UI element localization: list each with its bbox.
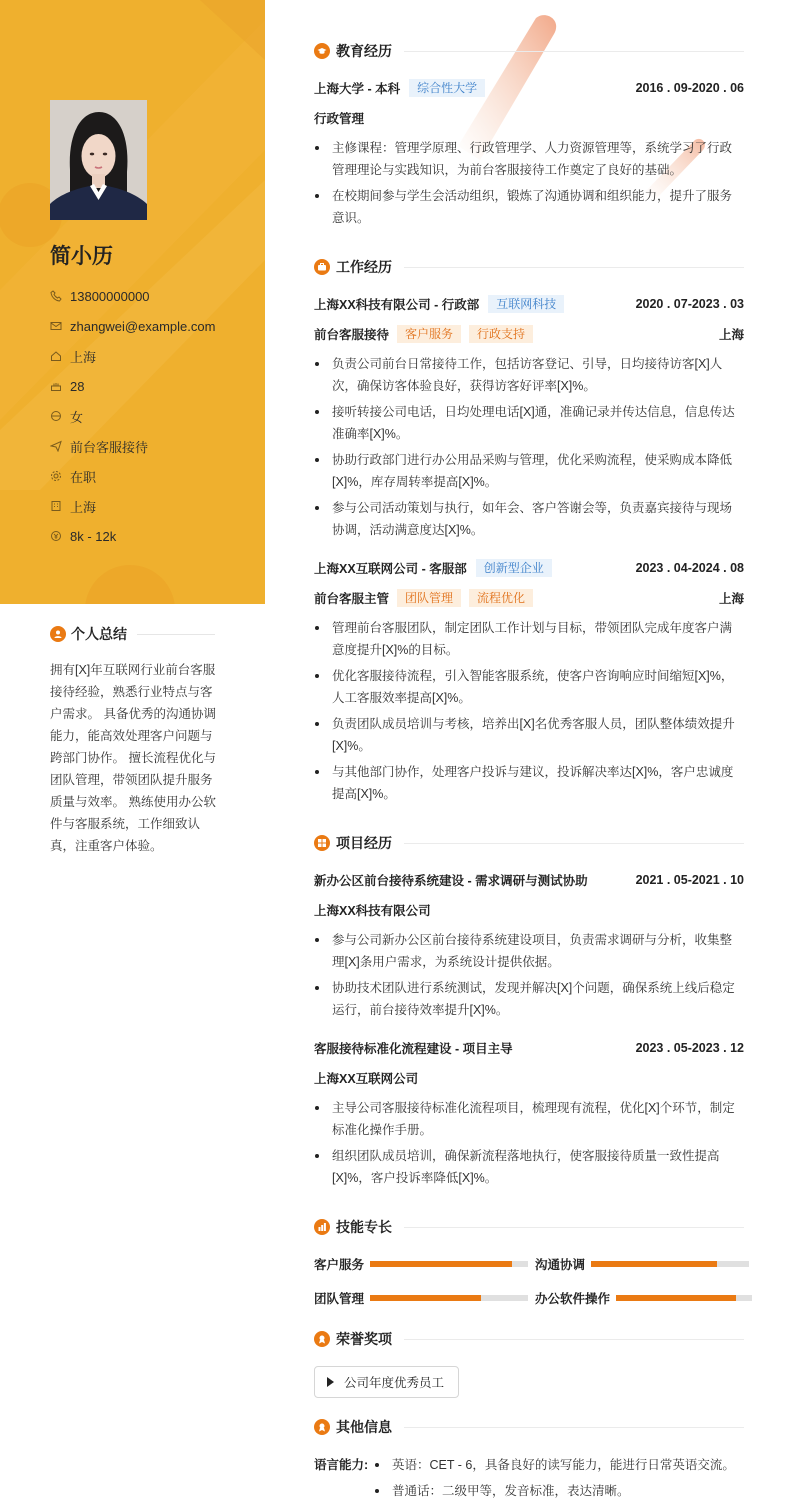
skill-item bbox=[314, 1288, 528, 1308]
divider bbox=[404, 1427, 744, 1428]
list-item: 参与公司新办公区前台接待系统建设项目，负责需求调研与分析，收集整理[X]条用户需求，为系统设计提供依据。 bbox=[314, 929, 744, 973]
skill-name: 沟通协调 bbox=[535, 1258, 586, 1272]
building-icon bbox=[50, 500, 62, 512]
info-city: 上海 bbox=[50, 491, 215, 521]
graduation-cap-icon bbox=[314, 43, 330, 59]
skill-item bbox=[314, 1254, 528, 1274]
skills-title: 技能专长 bbox=[336, 1219, 392, 1235]
project-1-header bbox=[314, 870, 744, 890]
job-1-position-row bbox=[314, 324, 744, 344]
briefcase-icon bbox=[314, 259, 330, 275]
education-bullets bbox=[314, 137, 744, 233]
skill-bar bbox=[591, 1261, 749, 1267]
job-1-header bbox=[314, 294, 744, 314]
list-item: 负责团队成员培训与考核，培养出[X]名优秀客服人员，团队整体绩效提升[X]%。 bbox=[314, 713, 744, 757]
award-icon bbox=[314, 1331, 330, 1347]
other-title: 其他信息 bbox=[336, 1419, 392, 1435]
skills-section-header bbox=[314, 1217, 744, 1237]
play-triangle-icon bbox=[327, 1377, 334, 1387]
skill-bar-fill bbox=[370, 1261, 512, 1267]
info-salary: 8k - 12k bbox=[50, 521, 215, 551]
send-icon bbox=[50, 440, 62, 452]
skill-bar bbox=[370, 1295, 528, 1301]
divider bbox=[404, 843, 744, 844]
project-2-header bbox=[314, 1038, 744, 1058]
project-date: 2023 . 05-2023 . 12 bbox=[635, 1041, 744, 1055]
list-item: 组织团队成员培训，确保新流程落地执行，使客服接待质量一致性提高[X]%，客户投诉率降低[X]%。 bbox=[314, 1145, 744, 1189]
info-age: 28 bbox=[50, 371, 215, 401]
phone-icon bbox=[50, 290, 62, 302]
award-name: 公司年度优秀员工 bbox=[344, 1376, 445, 1390]
age-icon bbox=[50, 380, 62, 392]
job-date: 2020 . 07-2023 . 03 bbox=[635, 297, 744, 311]
project-company: 上海XX互联网公司 bbox=[314, 1072, 419, 1086]
summary-title: 个人总结 bbox=[71, 626, 127, 642]
list-item: 接听转接公司电话，日均处理电话[X]通，准确记录并传达信息，信息传达准确率[X]%。 bbox=[314, 401, 744, 445]
summary-text: 拥有[X]年互联网行业前台客服接待经验，熟悉行业特点与客户需求。 具备优秀的沟通协调能力，能高效处理客户问题与跨部门协作。 擅长流程优化与团队管理，带领团队提升服务质量与效率。 熟练使用办公软件与客服系统，工作细致认真，注重客户体验。 bbox=[50, 663, 216, 853]
project-name: 新办公区前台接待系统建设 - 需求调研与测试协助 bbox=[314, 874, 588, 888]
list-item: 与其他部门协作，处理客户投诉与建议，投诉解决率达[X]%，客户忠诚度提高[X]%。 bbox=[314, 761, 744, 805]
candidate-name: 简小历 bbox=[50, 245, 113, 268]
divider bbox=[137, 634, 215, 635]
work-section-header bbox=[314, 257, 744, 277]
project-name: 客服接待标准化流程建设 - 项目主导 bbox=[314, 1042, 513, 1056]
grid-icon bbox=[314, 835, 330, 851]
projects-section-header bbox=[314, 833, 744, 853]
money-icon bbox=[50, 530, 62, 542]
job-date: 2023 . 04-2024 . 08 bbox=[635, 561, 744, 575]
info-email: zhangwei@example.com bbox=[50, 311, 215, 341]
school-name: 上海大学 - 本科 bbox=[314, 82, 401, 96]
sidebar-header bbox=[0, 0, 265, 604]
skill-tag: 团队管理 bbox=[397, 589, 461, 607]
company-name: 上海XX科技有限公司 - 行政部 bbox=[314, 298, 480, 312]
company-name: 上海XX互联网公司 - 客服部 bbox=[314, 562, 467, 576]
job-2-header bbox=[314, 558, 744, 578]
work-title: 工作经历 bbox=[336, 259, 392, 275]
project-1-bullets bbox=[314, 929, 744, 1025]
skill-name: 办公软件操作 bbox=[535, 1292, 611, 1306]
list-item: 主修课程：管理学原理、行政管理学、人力资源管理等，系统学习了行政管理理论与实践知识，为前台客服接待工作奠定了良好的基础。 bbox=[314, 137, 744, 181]
list-item: 在校期间参与学生会活动组织，锻炼了沟通协调和组织能力，提升了服务意识。 bbox=[314, 185, 744, 229]
job-2-position-row bbox=[314, 588, 744, 608]
divider bbox=[404, 1227, 744, 1228]
skill-name: 团队管理 bbox=[314, 1292, 365, 1306]
company-tag: 创新型企业 bbox=[476, 559, 552, 577]
project-2-bullets bbox=[314, 1097, 744, 1193]
bar-chart-icon bbox=[314, 1219, 330, 1235]
home-icon bbox=[50, 350, 62, 362]
skill-bar bbox=[616, 1295, 752, 1301]
language-label: 语言能力: bbox=[314, 1458, 369, 1472]
info-gender: 女 bbox=[50, 401, 215, 431]
skill-tag: 客户服务 bbox=[397, 325, 461, 343]
list-item: 普通话：二级甲等，发音标准，表达清晰。 bbox=[372, 1480, 752, 1502]
info-icon bbox=[314, 1419, 330, 1435]
company-tag: 互联网科技 bbox=[488, 295, 564, 313]
list-item: 协助行政部门进行办公用品采购与管理，优化采购流程，使采购成本降低[X]%，库存周转率提高[X]%。 bbox=[314, 449, 744, 493]
project-date: 2021 . 05-2021 . 10 bbox=[635, 873, 744, 887]
job-1-bullets bbox=[314, 353, 744, 545]
contact-info-list bbox=[50, 281, 215, 551]
info-position: 前台客服接待 bbox=[50, 431, 215, 461]
list-item: 优化客服接待流程，引入智能客服系统，使客户咨询响应时间缩短[X]%，人工客服效率提高[X]%。 bbox=[314, 665, 744, 709]
project-company: 上海XX科技有限公司 bbox=[314, 904, 431, 918]
education-section-header bbox=[314, 41, 744, 61]
summary-section-header bbox=[50, 624, 215, 644]
skill-tag: 行政支持 bbox=[469, 325, 533, 343]
user-icon bbox=[50, 626, 66, 642]
other-section-header bbox=[314, 1417, 744, 1437]
list-item: 主导公司客服接待标准化流程项目，梳理现有流程，优化[X]个环节，制定标准化操作手册。 bbox=[314, 1097, 744, 1141]
info-status: 在职 bbox=[50, 461, 215, 491]
education-title: 教育经历 bbox=[336, 43, 392, 59]
list-item: 英语：CET - 6，具备良好的读写能力，能进行日常英语交流。 bbox=[372, 1454, 752, 1476]
project-1-company-row bbox=[314, 900, 744, 920]
skill-item bbox=[535, 1288, 752, 1308]
list-item: 协助技术团队进行系统测试，发现并解决[X]个问题，确保系统上线后稳定运行，前台接待效率提升[X]%。 bbox=[314, 977, 744, 1021]
education-date: 2016 . 09-2020 . 06 bbox=[635, 81, 744, 95]
project-2-company-row bbox=[314, 1068, 744, 1088]
avatar bbox=[50, 100, 147, 220]
skill-name: 客户服务 bbox=[314, 1258, 365, 1272]
position-title: 前台客服主管 bbox=[314, 592, 390, 606]
gear-icon bbox=[50, 470, 62, 482]
skill-bar-fill bbox=[616, 1295, 736, 1301]
skill-bar-fill bbox=[370, 1295, 481, 1301]
skill-bar bbox=[370, 1261, 528, 1267]
major: 行政管理 bbox=[314, 112, 365, 126]
mail-icon bbox=[50, 320, 62, 332]
skill-tag: 流程优化 bbox=[469, 589, 533, 607]
info-location: 上海 bbox=[50, 341, 215, 371]
job-2-bullets bbox=[314, 617, 744, 809]
language-list bbox=[372, 1454, 752, 1506]
honors-section-header bbox=[314, 1329, 744, 1349]
award-item bbox=[314, 1366, 459, 1398]
school-tag: 综合性大学 bbox=[409, 79, 485, 97]
divider bbox=[404, 51, 744, 52]
list-item: 管理前台客服团队，制定团队工作计划与目标，带领团队完成年度客户满意度提升[X]%的目标。 bbox=[314, 617, 744, 661]
projects-title: 项目经历 bbox=[336, 835, 392, 851]
list-item: 参与公司活动策划与执行，如年会、客户答谢会等，负责嘉宾接待与现场协调，活动满意度达[X]%。 bbox=[314, 497, 744, 541]
position-title: 前台客服接待 bbox=[314, 328, 390, 342]
education-row bbox=[314, 78, 744, 98]
job-city: 上海 bbox=[718, 328, 744, 342]
divider bbox=[404, 1339, 744, 1340]
skill-bar-fill bbox=[591, 1261, 717, 1267]
skill-item bbox=[535, 1254, 749, 1274]
job-city: 上海 bbox=[718, 592, 744, 606]
list-item: 负责公司前台日常接待工作，包括访客登记、引导，日均接待访客[X]人次，确保访客体验良好，获得访客好评率[X]%。 bbox=[314, 353, 744, 397]
education-major-row bbox=[314, 108, 744, 128]
info-phone: 13800000000 bbox=[50, 281, 215, 311]
gender-icon bbox=[50, 410, 62, 422]
divider bbox=[404, 267, 744, 268]
honors-title: 荣誉奖项 bbox=[336, 1331, 392, 1347]
